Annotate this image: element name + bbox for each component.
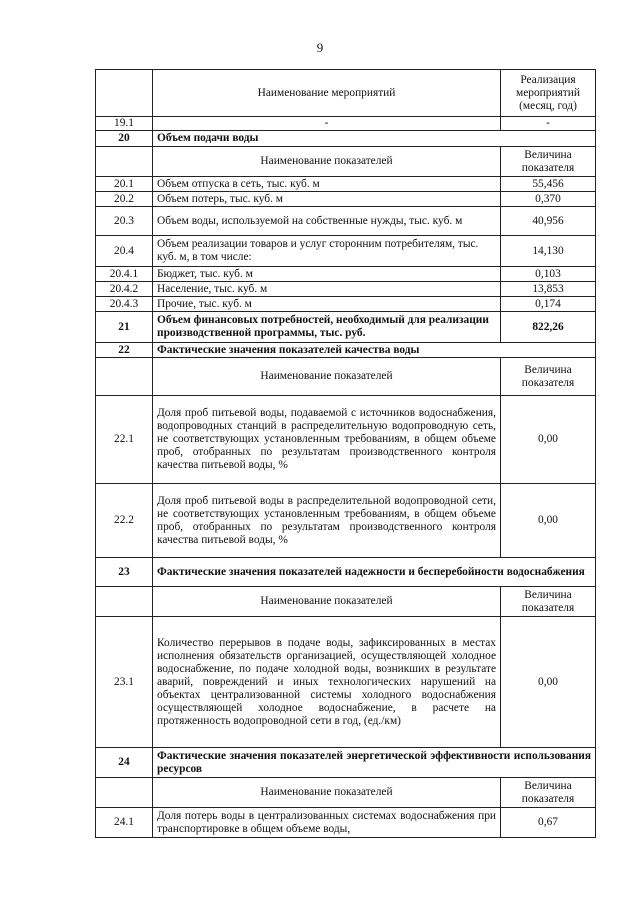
section-number: 23	[96, 558, 153, 587]
row-number: 20.4	[96, 236, 153, 267]
row-number: 20.4.3	[96, 297, 153, 312]
section-heading-row	[96, 343, 596, 358]
row-number: 20.3	[96, 207, 153, 236]
row-number: 20.1	[96, 177, 153, 192]
section-heading-row	[96, 558, 596, 587]
section-title: Фактические значения показателей надежности и бесперебойности водоснабжения	[153, 558, 596, 587]
table-row	[96, 808, 596, 838]
row-name: Население, тыс. куб. м	[153, 282, 501, 297]
row-number: 20.4.1	[96, 267, 153, 282]
row-name: Объем отпуска в сеть, тыс. куб. м	[153, 177, 501, 192]
subheader-name: Наименование показателей	[153, 778, 501, 808]
section-heading-row	[96, 131, 596, 147]
section-number: 22	[96, 343, 153, 358]
section-number: 24	[96, 748, 153, 778]
subheader-row	[96, 358, 596, 396]
subheader-row	[96, 587, 596, 617]
program-table	[95, 69, 596, 838]
row-name: Объем воды, используемой на собственные нужды, тыс. куб. м	[153, 207, 501, 236]
row-number: 19.1	[96, 117, 153, 131]
table-row	[96, 282, 596, 297]
table-row	[96, 484, 596, 558]
row-value: 14,130	[501, 236, 596, 267]
section-heading-row	[96, 312, 596, 343]
header-value-cell: Реализация мероприятий (месяц, год)	[501, 70, 596, 117]
row-name: Доля проб питьевой воды, подаваемой с источников водоснабжения, водопроводных станций в распределительную водопроводную сеть, не соответствующих установленным требованиям, в общем объеме проб, отобранных по результатам производственного контроля качества питьевой воды, %	[153, 396, 501, 484]
row-value: 0,00	[501, 396, 596, 484]
row-name: Бюджет, тыс. куб. м	[153, 267, 501, 282]
row-name: Доля потерь воды в централизованных системах водоснабжения при транспортировке в общем объеме воды,	[153, 808, 501, 838]
row-value: 13,853	[501, 282, 596, 297]
row-name: Объем потерь, тыс. куб. м	[153, 192, 501, 207]
row-number: 22.2	[96, 484, 153, 558]
table-row	[96, 192, 596, 207]
row-value: 0,00	[501, 484, 596, 558]
section-number: 20	[96, 131, 153, 147]
section-title: Фактические значения показателей качества воды	[153, 343, 596, 358]
subheader-name: Наименование показателей	[153, 587, 501, 617]
section-title: Объем подачи воды	[153, 131, 596, 147]
table-row	[96, 207, 596, 236]
row-name: Прочие, тыс. куб. м	[153, 297, 501, 312]
row-value: 40,956	[501, 207, 596, 236]
row-value: 0,174	[501, 297, 596, 312]
row-name: Объем реализации товаров и услуг сторонним потребителям, тыс. куб. м, в том числе:	[153, 236, 501, 267]
table-row	[96, 267, 596, 282]
row-name: Доля проб питьевой воды в распределительной водопроводной сети, не соответствующих установленным требованиям, в общем объеме проб, отобранных по результатам производственного контроля качества питьевой воды, %	[153, 484, 501, 558]
row-number: 24.1	[96, 808, 153, 838]
row-value: 0,67	[501, 808, 596, 838]
section-title: Фактические значения показателей энергетической эффективности использования ресурсов	[153, 748, 596, 778]
row-value: 0,00	[501, 617, 596, 748]
table-row	[96, 177, 596, 192]
section-title: Объем финансовых потребностей, необходимый для реализации производственной программы, тыс. руб.	[153, 312, 501, 343]
row-number: 22.1	[96, 396, 153, 484]
subheader-name: Наименование показателей	[153, 358, 501, 396]
table-row	[96, 117, 596, 131]
section-number: 21	[96, 312, 153, 343]
subheader-row	[96, 778, 596, 808]
subheader-name: Наименование показателей	[153, 147, 501, 177]
row-name: Количество перерывов в подаче воды, зафиксированных в местах исполнения обязательств организацией, осуществляющей холодное водоснабжение, по подаче холодной воды, возникших в результате аварий, повреждений и иных технологических нарушений на объектах централизованной системы холодного водоснабжения осуществляющей холодное водоснабжение, в расчете на протяженность водопроводной сети в год, (ед./км)	[153, 617, 501, 748]
subheader-value: Величина показателя	[501, 147, 596, 177]
row-number: 20.4.2	[96, 282, 153, 297]
table-row	[96, 236, 596, 267]
page-number: 9	[316, 40, 324, 55]
row-number: 20.2	[96, 192, 153, 207]
header-name-cell: Наименование мероприятий	[153, 70, 501, 117]
row-value: 0,103	[501, 267, 596, 282]
section-value: 822,26	[501, 312, 596, 343]
table-row	[96, 617, 596, 748]
row-name: -	[153, 117, 501, 131]
subheader-value: Величина показателя	[501, 358, 596, 396]
row-value: -	[501, 117, 596, 131]
table-row	[96, 297, 596, 312]
subheader-value: Величина показателя	[501, 587, 596, 617]
table-row	[96, 396, 596, 484]
subheader-row	[96, 147, 596, 177]
section-heading-row	[96, 748, 596, 778]
row-number: 23.1	[96, 617, 153, 748]
row-value: 0,370	[501, 192, 596, 207]
table-header-row	[96, 70, 596, 117]
subheader-value: Величина показателя	[501, 778, 596, 808]
row-value: 55,456	[501, 177, 596, 192]
